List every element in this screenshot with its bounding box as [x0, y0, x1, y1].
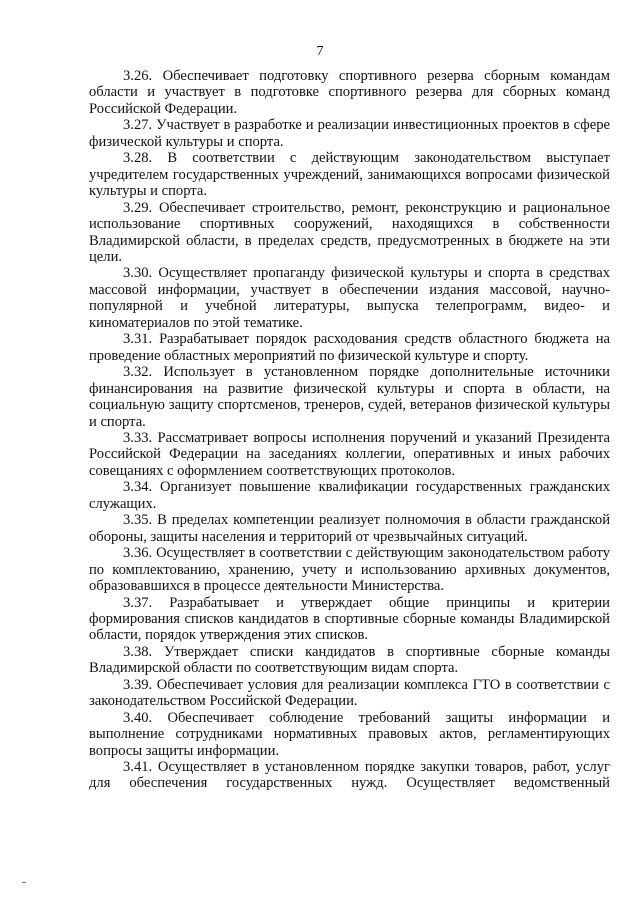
paragraph-3-40: 3.40. Обеспечивает соблюдение требований защиты информации и выполнение сотрудниками нормативных правовых актов, регламентирующих вопросы защиты информации.	[89, 709, 610, 759]
paragraph-3-35: 3.35. В пределах компетенции реализует полномочия в области гражданской обороны, защиты населения и территорий от чрезвычайных ситуаций.	[89, 512, 610, 545]
paragraph-3-38: 3.38. Утверждает списки кандидатов в спортивные сборные команды Владимирской области по соответствующим видам спорта.	[89, 643, 610, 677]
paragraph-3-34: 3.34. Организует повышение квалификации государственных гражданских служащих.	[89, 479, 610, 512]
paragraph-3-30: 3.30. Осуществляет пропаганду физической культуры и спорта в средствах массовой информации, участвует в обеспечении издания массовой, научно-популярной и учебной литературы, выпуска телепрограмм, видео- и киноматериалов по этой тематике.	[89, 265, 610, 331]
paragraph-3-27: 3.27. Участвует в разработке и реализации инвестиционных проектов в сфере физической культуры и спорта.	[89, 117, 610, 150]
paragraph-3-36: 3.36. Осуществляет в соответствии с действующим законодательством работу по комплектованию, хранению, учету и использованию архивных документов, образовавшихся в процессе деятельности Министерства.	[89, 545, 610, 595]
paragraph-3-41: 3.41. Осуществляет в установленном порядке закупки товаров, работ, услуг для обеспечения государственных нужд. Осуществляет ведомственный	[89, 759, 610, 792]
paragraph-3-33: 3.33. Рассматривает вопросы исполнения поручений и указаний Президента Российской Федерации на заседаниях коллегии, оперативных и иных рабочих совещаниях с оформлением соответствующих протоколов.	[89, 429, 610, 479]
document-body	[89, 68, 610, 792]
paragraph-3-31: 3.31. Разрабатывает порядок расходования средств областного бюджета на проведение областных мероприятий по физической культуре и спорту.	[89, 331, 610, 364]
paragraph-3-29: 3.29. Обеспечивает строительство, ремонт, реконструкцию и рациональное использование спортивных сооружений, находящихся в собственности Владимирской области, в пределах средств, предусмотренных в бюджете на эти цели.	[89, 199, 610, 265]
paragraph-3-37: 3.37. Разрабатывает и утверждает общие принципы и критерии формирования списков кандидатов в спортивные сборные команды Владимирской области, порядок утверждения этих списков.	[89, 594, 610, 644]
paragraph-3-39: 3.39. Обеспечивает условия для реализации комплекса ГТО в соответствии с законодательством Российской Федерации.	[89, 676, 610, 710]
scan-mark	[22, 882, 26, 883]
paragraph-3-28: 3.28. В соответствии с действующим законодательством выступает учредителем государственных учреждений, занимающихся вопросами физической культуры и спорта.	[89, 150, 610, 200]
paragraph-3-26: 3.26. Обеспечивает подготовку спортивного резерва сборным командам области и участвует в подготовке спортивного резерва для сборных команд Российской Федерации.	[89, 68, 610, 117]
paragraph-3-32: 3.32. Использует в установленном порядке дополнительные источники финансирования на развитие физической культуры и спорта в области, на социальную защиту спортсменов, тренеров, судей, ветеранов физической культуры и спорта.	[89, 364, 610, 430]
page-number: 7	[316, 44, 324, 59]
